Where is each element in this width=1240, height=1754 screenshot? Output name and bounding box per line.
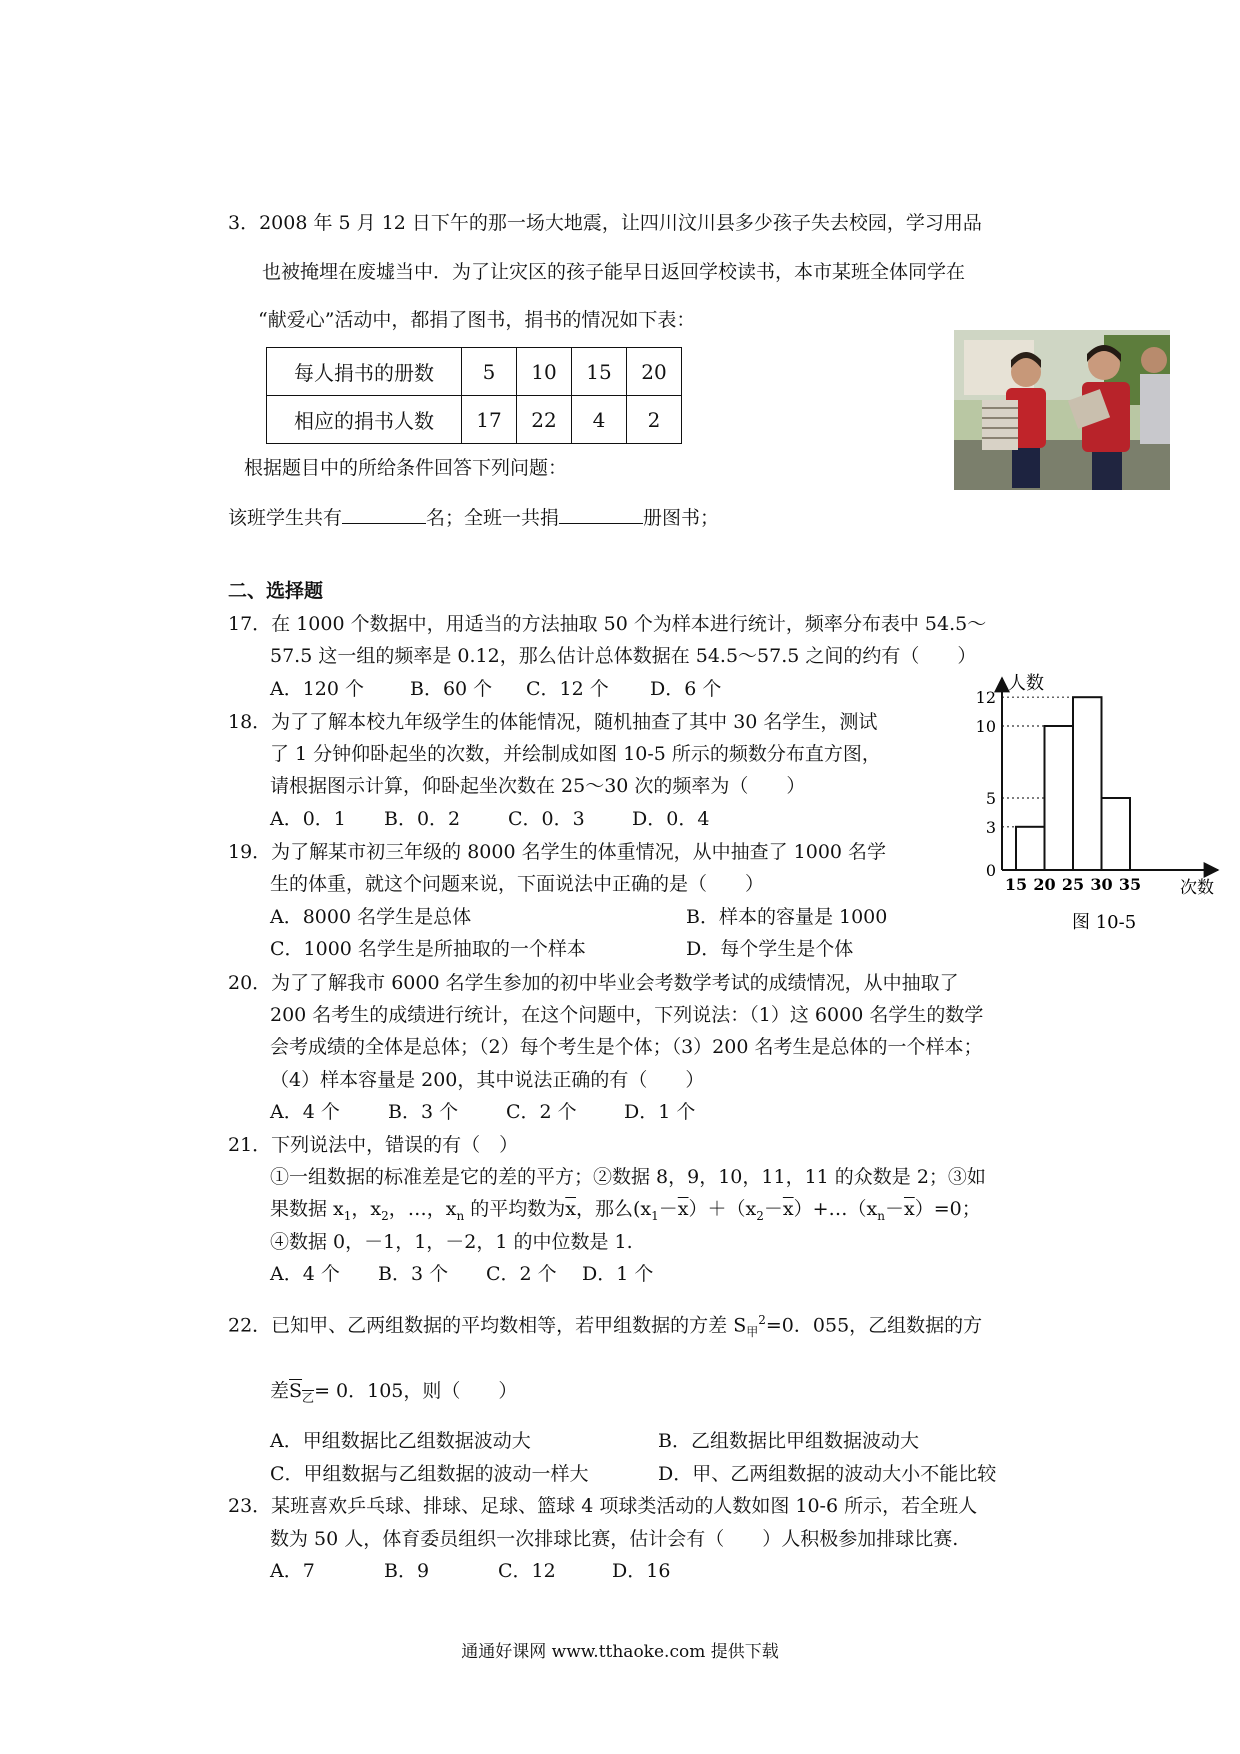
- donation-photo: [954, 330, 1170, 490]
- q21-line2: ①一组数据的标准差是它的差的平方；②数据 8，9，10，11，11 的众数是 2；③如: [270, 1166, 986, 1188]
- superscript: 2: [758, 1313, 766, 1327]
- x-axis-label: 次数: [1180, 878, 1214, 898]
- text-fragment: 的平均数为: [464, 1198, 566, 1220]
- table-cell: 10: [517, 348, 572, 396]
- q22-option-a[interactable]: A．甲组数据比乙组数据波动大: [270, 1430, 531, 1452]
- donation-table: [266, 347, 682, 444]
- q20-line4: （4）样本容量是 200，其中说法正确的有（ ）: [270, 1069, 705, 1091]
- option-a[interactable]: A．7: [270, 1560, 315, 1582]
- y-tick-label: 3: [985, 817, 996, 837]
- text-fragment: =0．055，乙组数据的方: [765, 1314, 983, 1337]
- q3-fill-line: [228, 509, 719, 528]
- option-d[interactable]: D．1 个: [582, 1263, 654, 1285]
- y-tick-label: 12: [975, 688, 996, 708]
- text-fragment: 果数据 x: [270, 1198, 344, 1220]
- option-a[interactable]: A．4 个: [270, 1263, 340, 1285]
- option-b[interactable]: B．9: [384, 1560, 430, 1582]
- answer-blank-books[interactable]: [559, 522, 643, 524]
- text-fragment: = 0．105，则（ ）: [314, 1380, 518, 1402]
- q3-line3: “献爱心”活动中，都捐了图书，捐书的情况如下表：: [258, 309, 696, 331]
- q18-line1: 18．为了了解本校九年级学生的体能情况，随机抽查了其中 30 名学生，测试: [228, 711, 878, 733]
- q22-option-c[interactable]: C．甲组数据与乙组数据的波动一样大: [270, 1463, 589, 1485]
- q3-line2: 也被掩埋在废墟当中．为了让灾区的孩子能早日返回学校读书，本市某班全体同学在: [262, 261, 966, 283]
- text-fragment: －: [884, 1198, 904, 1220]
- option-d[interactable]: D．16: [612, 1560, 671, 1582]
- text-fragment: ，那么(x: [575, 1198, 652, 1220]
- q20-line2: 200 名考生的成绩进行统计，在这个问题中，下列说法：（1）这 6000 名学生的数学: [270, 1004, 984, 1026]
- option-d[interactable]: D．6 个: [650, 678, 722, 700]
- variance-symbol: [289, 1380, 315, 1405]
- option-d[interactable]: D．0．4: [632, 808, 710, 830]
- q23-line2: 数为 50 人，体育委员组织一次排球比赛，估计会有（ ）人积极参加排球比赛.: [270, 1528, 959, 1550]
- option-b[interactable]: B．60 个: [410, 678, 493, 700]
- table-cell: 17: [462, 396, 517, 444]
- histogram-bar: [1102, 798, 1131, 870]
- q3-fill-b: 名；全班一共捐: [426, 507, 560, 529]
- histogram-bar: [1073, 697, 1102, 870]
- y-tick-label: 0: [985, 861, 996, 880]
- option-b[interactable]: B．3 个: [388, 1101, 459, 1123]
- option-a[interactable]: A．4 个: [270, 1101, 340, 1123]
- mean-symbol: $\overline{x}$: [677, 1198, 689, 1220]
- y-tick-label: 5: [985, 789, 996, 808]
- q3-line1: 3．2008 年 5 月 12 日下午的那一场大地震，让四川汶川县多少孩子失去校园，学习用品: [228, 212, 982, 234]
- table-cell: 20: [627, 348, 682, 396]
- q21-line4: ④数据 0，－1，1，－2，1 的中位数是 1.: [270, 1231, 633, 1253]
- footer-text: 通通好课网 www.tthaoke.com 提供下载: [461, 1642, 779, 1662]
- table-cell: 2: [627, 396, 682, 444]
- x-tick-label: 25: [1061, 875, 1085, 894]
- q3-prompt: 根据题目中的所给条件回答下列问题：: [244, 457, 568, 479]
- option-c[interactable]: C．12: [498, 1560, 556, 1582]
- q20-options: [270, 1103, 695, 1122]
- q3-fill-c: 册图书；: [643, 507, 720, 529]
- answer-blank-students[interactable]: [342, 522, 426, 524]
- q18-line3: 请根据图示计算，仰卧起坐次数在 25～30 次的频率为（ ）: [270, 775, 806, 797]
- mean-symbol: $\overline{x}$: [903, 1198, 915, 1220]
- mean-symbol: $\overline{x}$: [565, 1198, 576, 1220]
- text-fragment: ）=0；: [914, 1198, 981, 1220]
- table-cell: 5: [462, 348, 517, 396]
- option-a[interactable]: A．0．1: [270, 808, 346, 830]
- option-b[interactable]: B．0．2: [384, 808, 461, 830]
- q21-line3: [270, 1200, 981, 1222]
- q19-option-d[interactable]: D．每个学生是个体: [686, 938, 854, 960]
- text-fragment: ，x: [351, 1198, 382, 1220]
- text-fragment: S: [289, 1380, 303, 1402]
- q22-option-d[interactable]: D．甲、乙两组数据的波动大小不能比较: [658, 1463, 997, 1485]
- subscript: n: [456, 1208, 465, 1223]
- option-a[interactable]: A．120 个: [270, 678, 365, 700]
- subscript: 甲: [746, 1325, 759, 1340]
- subscript: n: [877, 1208, 885, 1223]
- histogram-figure: [975, 672, 1225, 937]
- q23-options: [270, 1562, 670, 1581]
- q22-line2: [270, 1382, 517, 1404]
- subscript: 2: [381, 1208, 389, 1223]
- x-tick-label: 35: [1118, 875, 1142, 894]
- q19-option-a[interactable]: A．8000 名学生是总体: [270, 906, 472, 928]
- figure-caption: 图 10-5: [1072, 912, 1137, 933]
- table-cell: 22: [517, 396, 572, 444]
- q23-line1: 23．某班喜欢乒乓球、排球、足球、篮球 4 项球类活动的人数如图 10-6 所示，若全班人: [228, 1495, 978, 1517]
- table-row1-label: 每人捐书的册数: [267, 348, 462, 396]
- text-fragment: 差: [270, 1380, 290, 1402]
- y-tick-label: 10: [975, 717, 996, 736]
- option-d[interactable]: D．1 个: [624, 1101, 696, 1123]
- subscript: 2: [756, 1208, 764, 1223]
- mean-symbol: $\overline{x}$: [782, 1198, 794, 1220]
- text-fragment: ）+…（x: [793, 1198, 878, 1220]
- text-fragment: －: [763, 1198, 783, 1220]
- subscript: 1: [651, 1208, 659, 1223]
- option-c[interactable]: C．2 个: [486, 1263, 557, 1285]
- table-cell: 4: [572, 396, 627, 444]
- option-b[interactable]: B．3 个: [378, 1263, 449, 1285]
- q21-options: [270, 1265, 653, 1284]
- q22-line1: [228, 1314, 982, 1338]
- option-c[interactable]: C．2 个: [506, 1101, 577, 1123]
- text-fragment: ，…，x: [388, 1198, 457, 1220]
- option-c[interactable]: C．0．3: [508, 808, 585, 830]
- q21-line1: 21．下列说法中，错误的有（ ）: [228, 1134, 519, 1156]
- option-c[interactable]: C．12 个: [526, 678, 609, 700]
- text-fragment: －: [658, 1198, 678, 1220]
- q18-line2: 了 1 分钟仰卧起坐的次数，并绘制成如图 10-5 所示的频数分布直方图，: [270, 743, 881, 765]
- histogram-bar: [1045, 726, 1074, 870]
- table-cell: 15: [572, 348, 627, 396]
- q19-line2: 生的体重，就这个问题来说，下面说法中正确的是（ ）: [270, 873, 765, 895]
- q19-option-c[interactable]: C．1000 名学生是所抽取的一个样本: [270, 938, 586, 960]
- x-tick-label: 15: [1004, 875, 1028, 894]
- q19-option-b[interactable]: B．样本的容量是 1000: [686, 906, 888, 928]
- histogram-chart: [975, 672, 1225, 933]
- q17-line1: 17．在 1000 个数据中，用适当的方法抽取 50 个为样本进行统计，频率分布表中 54.5～: [228, 613, 987, 635]
- text-fragment: 22．已知甲、乙两组数据的平均数相等，若甲组数据的方差 S: [228, 1314, 747, 1337]
- subscript: 乙: [302, 1390, 315, 1405]
- section-title: 二、选择题: [228, 580, 324, 602]
- x-tick-label: 30: [1090, 875, 1113, 894]
- q18-options: [270, 810, 709, 829]
- y-axis-label: 人数: [1008, 673, 1044, 694]
- histogram-bar: [1016, 827, 1045, 870]
- q22-option-b[interactable]: B．乙组数据比甲组数据波动大: [658, 1430, 919, 1452]
- table-row2-label: 相应的捐书人数: [267, 396, 462, 444]
- x-tick-label: 20: [1033, 875, 1056, 894]
- q19-line1: 19．为了解某市初三年级的 8000 名学生的体重情况，从中抽查了 1000 名学: [228, 841, 887, 863]
- q20-line1: 20．为了了解我市 6000 名学生参加的初中毕业会考数学考试的成绩情况，从中抽取了: [228, 972, 959, 994]
- subscript: 1: [343, 1208, 352, 1223]
- q20-line3: 会考成绩的全体是总体；（2）每个考生是个体；（3）200 名考生是总体的一个样本；: [270, 1036, 983, 1058]
- text-fragment: ）＋（x: [688, 1198, 757, 1220]
- q17-options: [270, 680, 721, 699]
- q17-line2: 57.5 这一组的频率是 0.12，那么估计总体数据在 54.5～57.5 之间的约有（ ）: [270, 645, 977, 667]
- q3-fill-a: 该班学生共有: [228, 507, 343, 529]
